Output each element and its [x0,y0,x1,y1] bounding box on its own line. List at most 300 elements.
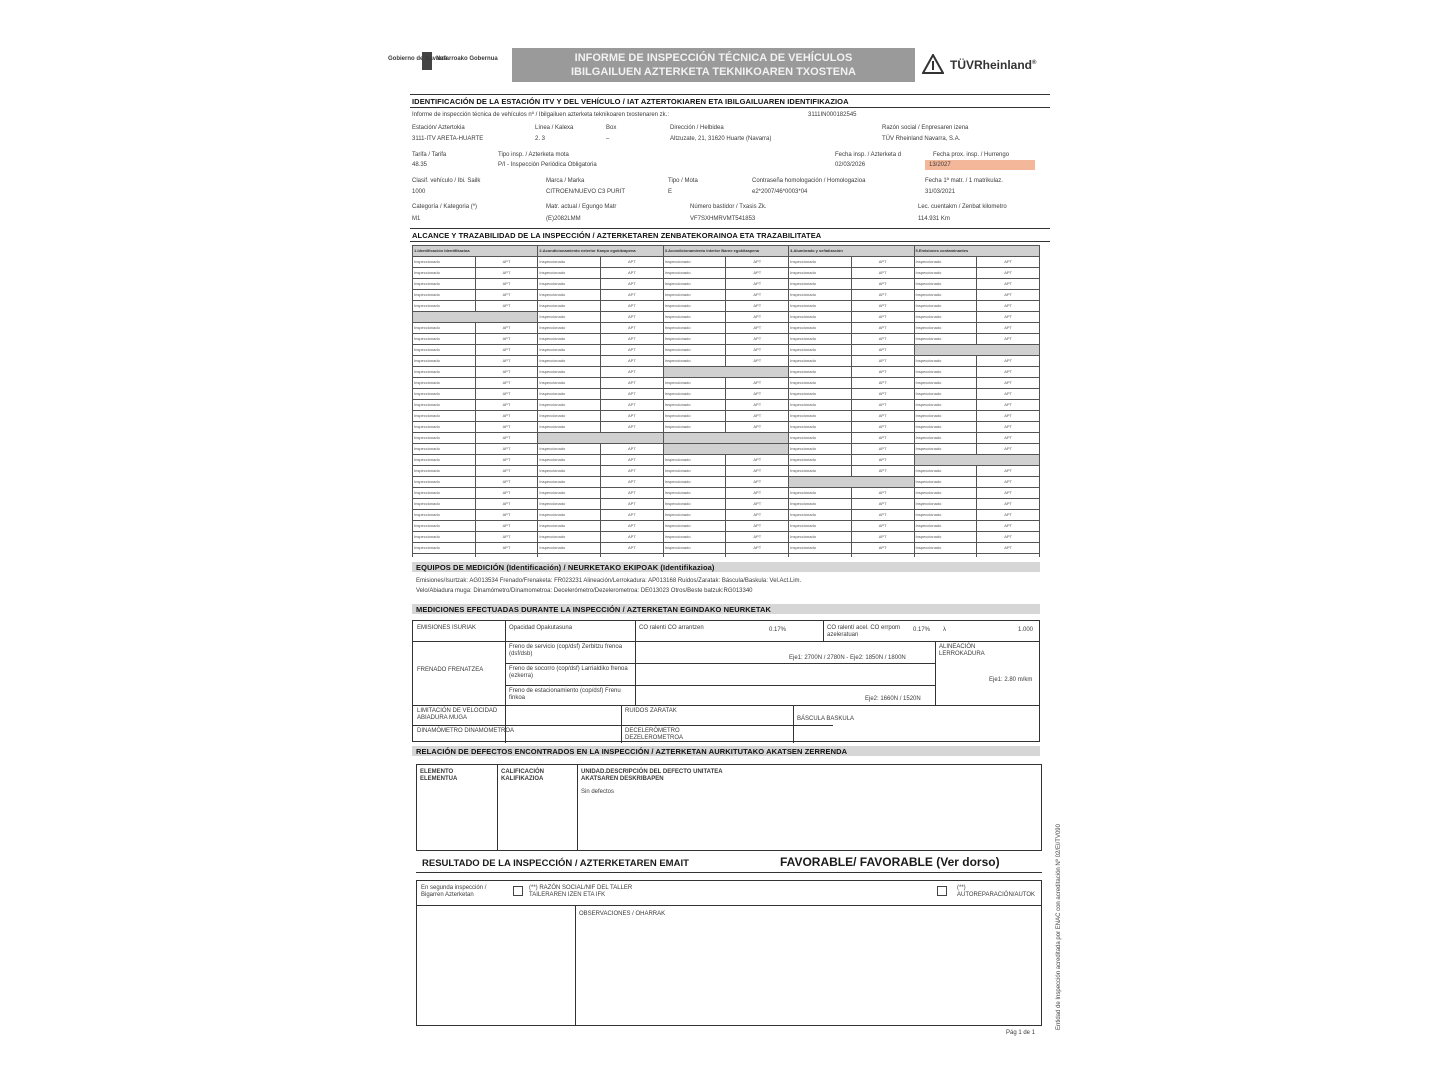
scope-item-mark: APT [601,389,664,400]
scope-item-mark: APT [475,488,538,499]
scope-item: Inspeccionado [914,499,977,510]
scope-item-mark: APT [977,477,1040,488]
scope-group-header [663,444,788,455]
scope-item: Inspeccionado [914,323,977,334]
scope-item: Inspeccionado [413,268,476,279]
scope-item: Inspeccionado [663,378,726,389]
scope-item-mark: APT [475,301,538,312]
scope-item: Inspeccionado [663,312,726,323]
scope-item-mark: APT [601,345,664,356]
scope-item: Inspeccionado [413,334,476,345]
scope-item: Inspeccionado [789,422,852,433]
defects-col-description: UNIDAD.DESCRIPCIÓN DEL DEFECTO UNITATEA AKATSAREN DESKRIBAPEN [581,769,723,782]
brake-label: FRENADO FRENATZEA [417,667,484,673]
co-high-value: 0.17% [913,627,931,633]
inspection-report-page [380,40,1060,1050]
divider [635,621,636,641]
report-title-es: INFORME DE INSPECCIÓN TÉCNICA DE VEHÍCULOS [574,52,853,64]
box-value: – [606,136,610,142]
scope-item: Inspeccionado [789,532,852,543]
scope-item: Inspeccionado [538,477,601,488]
category-label: Categoría / Kategoria (*) [412,204,478,210]
scope-item: Inspeccionado [663,400,726,411]
scope-item: Inspeccionado [663,268,726,279]
scope-item-mark: APT [851,532,914,543]
scope-item-mark: APT [977,499,1040,510]
divider [575,905,576,1025]
scope-item: Inspeccionado [413,290,476,301]
inspection-type-value: P/I - Inspección Periódica Obligatoria [498,162,597,168]
scope-group-header: 3.Acondicionamiento interior Barne egokitzapena [663,246,788,257]
divider [577,765,578,850]
scope-item: Inspeccionado [789,510,852,521]
scope-group-header [663,367,788,378]
gov-name-eu: Nafarroako Gobernua [436,56,498,62]
scope-item-mark: APT [726,378,789,389]
scope-row [413,400,1040,411]
scope-item: Inspeccionado [663,422,726,433]
scope-item-mark: APT [851,356,914,367]
scope-item: Inspeccionado [663,455,726,466]
divider [621,705,622,743]
scope-row [413,290,1040,301]
scope-row [413,532,1040,543]
vin-label: Número bastidor / Txasis Zk. [690,204,767,210]
line-value: 2. 3 [535,136,546,142]
scope-item: Inspeccionado [663,389,726,400]
km-label: Lec. cuentakm / Zenbat kilometro [918,204,1007,210]
scope-item: Inspeccionado [789,312,852,323]
scope-item-mark: APT [601,268,664,279]
parking-brake-label: Freno de estacionamiento (cop/dsf) Frenu finkoa [509,688,621,701]
scope-item-mark: APT [977,444,1040,455]
scope-item-mark: APT [851,488,914,499]
scope-item-mark: APT [726,389,789,400]
scope-group-header [538,433,663,444]
scope-item: Inspeccionado [789,499,852,510]
scope-grid [412,245,1040,557]
scope-item: Inspeccionado [789,257,852,268]
scope-item-mark: APT [726,422,789,433]
scope-item: Inspeccionado [914,543,977,554]
scope-item: Inspeccionado [789,411,852,422]
scope-item: Inspeccionado [789,378,852,389]
scope-item-mark: APT [601,279,664,290]
scope-item-mark: APT [977,257,1040,268]
scope-item-mark: APT [726,477,789,488]
scope-item: Inspeccionado [413,521,476,532]
scope-item: Inspeccionado [663,257,726,268]
speed-limit-label: LIMITACIÓN DE VELOCIDAD ABIADURA MUGA [417,708,498,721]
scope-group-header: 4.Alumbrado y señalización [789,246,914,257]
scope-item-mark: APT [851,499,914,510]
scope-item-mark: APT [475,400,538,411]
scope-item: Inspeccionado [789,444,852,455]
tuv-logo [922,54,1037,79]
identification-title: IDENTIFICACIÓN DE LA ESTACIÓN ITV Y DEL VEHÍCULO / IAT AZTERTOKIAREN ETA IBILGAILUAREN IDENTIFIKAZIOA [412,97,849,106]
scope-item-mark [977,554,1040,558]
scope-item: Inspeccionado [413,356,476,367]
scope-item-mark: APT [475,378,538,389]
scope-item: Inspeccionado [538,444,601,455]
scope-row [413,422,1040,433]
decelerometer-label: DECELERÓMETRO DEZELEROMETROA [625,728,684,741]
equipment-title: EQUIPOS DE MEDICIÓN (Identificación) / NEURKETAKO EKIPOAK (Identifikazioa) [416,563,715,572]
scope-item: Inspeccionado [914,334,977,345]
scope-item-mark: APT [601,521,664,532]
alignment-label: ALINEACIÓN LERROKADURA [939,644,985,657]
observations-box [416,880,1042,1026]
scope-item: Inspeccionado [413,378,476,389]
self-repair-checkbox[interactable] [937,886,947,896]
scope-item-mark: APT [977,334,1040,345]
class-value: 1000 [412,189,426,195]
scope-item: Inspeccionado [538,345,601,356]
scope-item-mark: APT [601,356,664,367]
scope-item: Inspeccionado [789,466,852,477]
noise-label: RUIDOS ZARATAK [625,708,677,714]
scope-group-header: 1.Identificación Identifikazioa [413,246,538,257]
divider [413,641,1040,642]
scope-item-mark: APT [851,389,914,400]
scope-item-mark: APT [977,422,1040,433]
scope-item-mark: APT [851,466,914,477]
scope-item-mark: APT [475,411,538,422]
scope-item-mark: APT [475,268,538,279]
first-registration-label: Fecha 1ª matr. / 1 matrikulaz. [925,178,1003,184]
co-high-label: CO ralentí acel. CO errpom azeleratuan [827,625,901,638]
scope-item: Inspeccionado [538,411,601,422]
scope-group-header [914,345,1040,356]
scope-item: Inspeccionado [663,521,726,532]
divider [410,107,1050,108]
scope-item: Inspeccionado [663,279,726,290]
scope-item-mark: APT [601,323,664,334]
scope-item-mark: APT [601,301,664,312]
defects-table [416,764,1042,851]
scope-item: Inspeccionado [413,444,476,455]
scope-item-mark: APT [601,499,664,510]
scope-item-mark: APT [601,488,664,499]
scope-item: Inspeccionado [538,488,601,499]
scope-item: Inspeccionado [663,466,726,477]
scope-item-mark: APT [601,378,664,389]
scope-item: Inspeccionado [538,543,601,554]
scope-item: Inspeccionado [663,301,726,312]
scope-item-mark: APT [977,510,1040,521]
vin-value: VF7SXHMRVMT541853 [690,216,756,222]
scope-item-mark: APT [601,257,664,268]
scope-group-header [914,455,1040,466]
defects-col-rating: CALIFICACIÓN KALIFIKAZIOA [501,769,544,782]
scope-item-mark: APT [726,466,789,477]
scope-item-mark: APT [726,488,789,499]
scope-item-mark: APT [475,334,538,345]
self-repair-label: (**) AUTOREPARACIÓN/AUTOK [957,885,1036,898]
scope-item [663,554,726,558]
scope-item: Inspeccionado [914,466,977,477]
divider [505,685,935,686]
scope-item-mark: APT [851,279,914,290]
scope-item: Inspeccionado [914,279,977,290]
scope-item: Inspeccionado [538,312,601,323]
scope-item-mark: APT [851,367,914,378]
scope-row [413,389,1040,400]
scope-item: Inspeccionado [914,422,977,433]
homologation-label: Contraseña homologación / Homologazioa [752,178,866,184]
scope-item-mark: APT [475,499,538,510]
scope-item: Inspeccionado [413,279,476,290]
inspection-date-value: 02/03/2026 [835,162,866,168]
scope-item: Inspeccionado [789,521,852,532]
scope-item-mark: APT [851,301,914,312]
report-title-banner [512,48,915,82]
scope-item: Inspeccionado [789,389,852,400]
scope-item-mark: APT [851,422,914,433]
scope-item-mark: APT [977,279,1040,290]
scope-item-mark: APT [977,543,1040,554]
scope-item: Inspeccionado [413,257,476,268]
scope-item-mark: APT [977,312,1040,323]
scope-item: Inspeccionado [413,488,476,499]
plate-value: (E)2082LMM [546,216,581,222]
scope-item-mark: APT [977,466,1040,477]
scope-item: Inspeccionado [413,301,476,312]
scope-row [413,521,1040,532]
scope-item: Inspeccionado [914,312,977,323]
scope-item-mark: APT [475,510,538,521]
scope-item-mark: APT [475,257,538,268]
scope-item-mark: APT [977,521,1040,532]
divider [417,905,1042,906]
scope-item-mark: APT [726,400,789,411]
divider [635,641,636,705]
scope-item-mark: APT [851,290,914,301]
scope-item-mark: APT [475,477,538,488]
scope-item-mark: APT [601,543,664,554]
scope-item: Inspeccionado [538,257,601,268]
tariff-value: 48.35 [412,162,428,168]
scope-item: Inspeccionado [663,323,726,334]
scope-item-mark: APT [851,433,914,444]
scope-item-mark: APT [977,411,1040,422]
scope-item: Inspeccionado [413,422,476,433]
scope-group-header [663,433,788,444]
company-value: TÜV Rheinland Navarra, S.A. [882,136,961,142]
equipment-line-2: Velo/Abiadura muga: Dinamómetro/Dinamometroa: Decelerómetro/Dezelerometroa: DE013023 Otros/Beste batzuk:RG013340 [416,588,753,594]
next-inspection-label: Fecha prox. insp. / Hurrengo [933,152,1010,158]
scope-row [413,301,1040,312]
scope-item-mark: APT [977,433,1040,444]
box-label: Box [606,125,617,131]
scope-row [413,455,1040,466]
scope-row [413,488,1040,499]
scope-item: Inspeccionado [413,400,476,411]
next-inspection-value: 13/2027 [925,160,1035,170]
scope-item: Inspeccionado [789,543,852,554]
scope-item-mark: APT [726,532,789,543]
km-value: 114.931 Km [918,216,950,222]
scope-item: Inspeccionado [789,301,852,312]
scope-item-mark: APT [977,356,1040,367]
scope-row [413,312,1040,323]
scope-item: Inspeccionado [538,389,601,400]
scope-row [413,334,1040,345]
scope-item-mark: APT [977,367,1040,378]
scope-item: Inspeccionado [914,444,977,455]
scope-item: Inspeccionado [538,422,601,433]
scope-item-mark: APT [851,521,914,532]
tuv-triangle-icon [922,54,944,74]
scope-item-mark: APT [475,290,538,301]
scope-item: Inspeccionado [538,356,601,367]
scope-item: Inspeccionado [538,532,601,543]
scope-item-mark: APT [977,532,1040,543]
defects-title: RELACIÓN DE DEFECTOS ENCONTRADOS EN LA INSPECCIÓN / AZTERKETAN AURKITUTAKO AKATSEN ZERRENDA [416,747,848,756]
scope-item: Inspeccionado [914,290,977,301]
scope-item: Inspeccionado [663,411,726,422]
scope-item: Inspeccionado [413,323,476,334]
divider [823,621,824,641]
scope-item: Inspeccionado [663,532,726,543]
scope-item: Inspeccionado [789,345,852,356]
scope-item: Inspeccionado [663,510,726,521]
scope-item: Inspeccionado [538,378,601,389]
lambda-value: 1.000 [1018,627,1034,633]
scope-item: Inspeccionado [413,389,476,400]
scope-item-mark: APT [475,422,538,433]
scope-item-mark: APT [475,367,538,378]
scope-item-mark: APT [475,433,538,444]
page-number: Pág 1 de 1 [1006,1030,1036,1036]
scope-item-mark: APT [475,532,538,543]
scope-item: Inspeccionado [538,268,601,279]
scope-item-mark: APT [601,510,664,521]
scope-item-mark: APT [475,444,538,455]
scope-item-mark [601,554,664,558]
scope-item-mark: APT [977,488,1040,499]
scope-item: Inspeccionado [789,433,852,444]
co-value: 0.17% [769,627,787,633]
scope-item-mark: APT [601,444,664,455]
scope-row [413,378,1040,389]
scope-item: Inspeccionado [914,433,977,444]
divider [497,765,498,850]
scope-item-mark: APT [851,345,914,356]
station-label: Estación/ Aztertokia [412,125,465,131]
scope-row [413,411,1040,422]
scope-item: Inspeccionado [914,301,977,312]
address-value: Altzuzate, 21, 31620 Huarte (Navarra) [670,136,772,142]
second-inspection-label: En segunda inspección / Bigarren Azterketan [421,885,487,898]
scope-item: Inspeccionado [789,268,852,279]
defects-text: Sin defectos [581,789,615,795]
scope-item-mark: APT [726,455,789,466]
inspection-date-label: Fecha insp. / Azterketa d [835,152,902,158]
station-value: 3111-ITV ARETA-HUARTE [412,136,484,142]
scope-title: ALCANCE Y TRAZABILIDAD DE LA INSPECCIÓN / AZTERKETAREN ZENBATEKORAINOA ETA TRAZABILITATEA [412,231,822,240]
scope-item-mark: APT [977,389,1040,400]
scope-item-mark: APT [851,257,914,268]
scope-item-mark: APT [475,389,538,400]
scope-item-mark: APT [475,279,538,290]
scope-item-mark: APT [726,334,789,345]
first-registration-value: 31/03/2021 [925,189,956,195]
scope-row [413,554,1040,558]
report-number-value: 3111IN000182545 [808,112,857,118]
scope-item: Inspeccionado [538,400,601,411]
scope-row [413,257,1040,268]
scope-item-mark: APT [977,268,1040,279]
scope-item-mark: APT [726,510,789,521]
scope-item: Inspeccionado [413,345,476,356]
result-value: FAVORABLE/ FAVORABLE (Ver dorso) [780,855,1000,869]
scope-item-mark: APT [475,466,538,477]
scope-item-mark: APT [601,532,664,543]
scope-item-mark: APT [977,400,1040,411]
scope-item: Inspeccionado [914,521,977,532]
report-title-eu: IBILGAILUEN AZTERKETA TEKNIKOAREN TXOSTENA [571,66,856,78]
address-label: Dirección / Helbidea [670,125,724,131]
scope-item: Inspeccionado [914,356,977,367]
scope-item-mark: APT [601,290,664,301]
divider [793,705,794,743]
scope-row [413,466,1040,477]
scope-item: Inspeccionado [413,510,476,521]
scope-item-mark: APT [475,323,538,334]
scope-item-mark: APT [475,356,538,367]
scope-item: Inspeccionado [538,499,601,510]
scope-row [413,279,1040,290]
service-brake-value: Eje1: 2700N / 2780N - Eje2: 1850N / 1800N [789,655,906,661]
company-label: Razón social / Enpresaren izena [882,125,969,131]
scope-item-mark: APT [726,543,789,554]
scope-item-mark: APT [601,422,664,433]
scope-item: Inspeccionado [538,510,601,521]
scope-item: Inspeccionado [663,334,726,345]
scope-item-mark: APT [851,312,914,323]
scope-item-mark: APT [601,477,664,488]
accreditation-side-text: Entidad de Inspección acreditada por ENAC con acreditación Nº 02/EI/TV090 [1056,824,1062,1030]
scope-item: Inspeccionado [413,477,476,488]
divider [413,705,1040,706]
scope-item-mark: APT [475,543,538,554]
scope-item: Inspeccionado [914,411,977,422]
scope-item-mark: APT [977,301,1040,312]
scope-item-mark [851,554,914,558]
scope-item-mark: APT [726,257,789,268]
scope-item-mark: APT [851,334,914,345]
scope-item-mark: APT [601,411,664,422]
scope-item: Inspeccionado [789,334,852,345]
workshop-checkbox[interactable] [513,886,523,896]
scope-table [412,245,1040,557]
service-brake-label: Freno de servicio (cop/dsf) Zerbitzu frenoa (dsf/dsb) [509,644,623,657]
scope-item: Inspeccionado [914,257,977,268]
scope-item-mark: APT [977,290,1040,301]
scope-item-mark: APT [726,521,789,532]
scope-item-mark: APT [726,323,789,334]
lambda-label: λ [943,627,946,633]
scope-group-header: 2.Acondicionamiento exterior Kanpo egokitzapena [538,246,663,257]
scope-item: Inspeccionado [914,510,977,521]
scope-item: Inspeccionado [538,367,601,378]
scope-item: Inspeccionado [663,543,726,554]
scope-row [413,433,1040,444]
scale-label: BÁSCULA BASKULA [797,716,855,722]
scope-item: Inspeccionado [538,290,601,301]
scope-item: Inspeccionado [914,367,977,378]
